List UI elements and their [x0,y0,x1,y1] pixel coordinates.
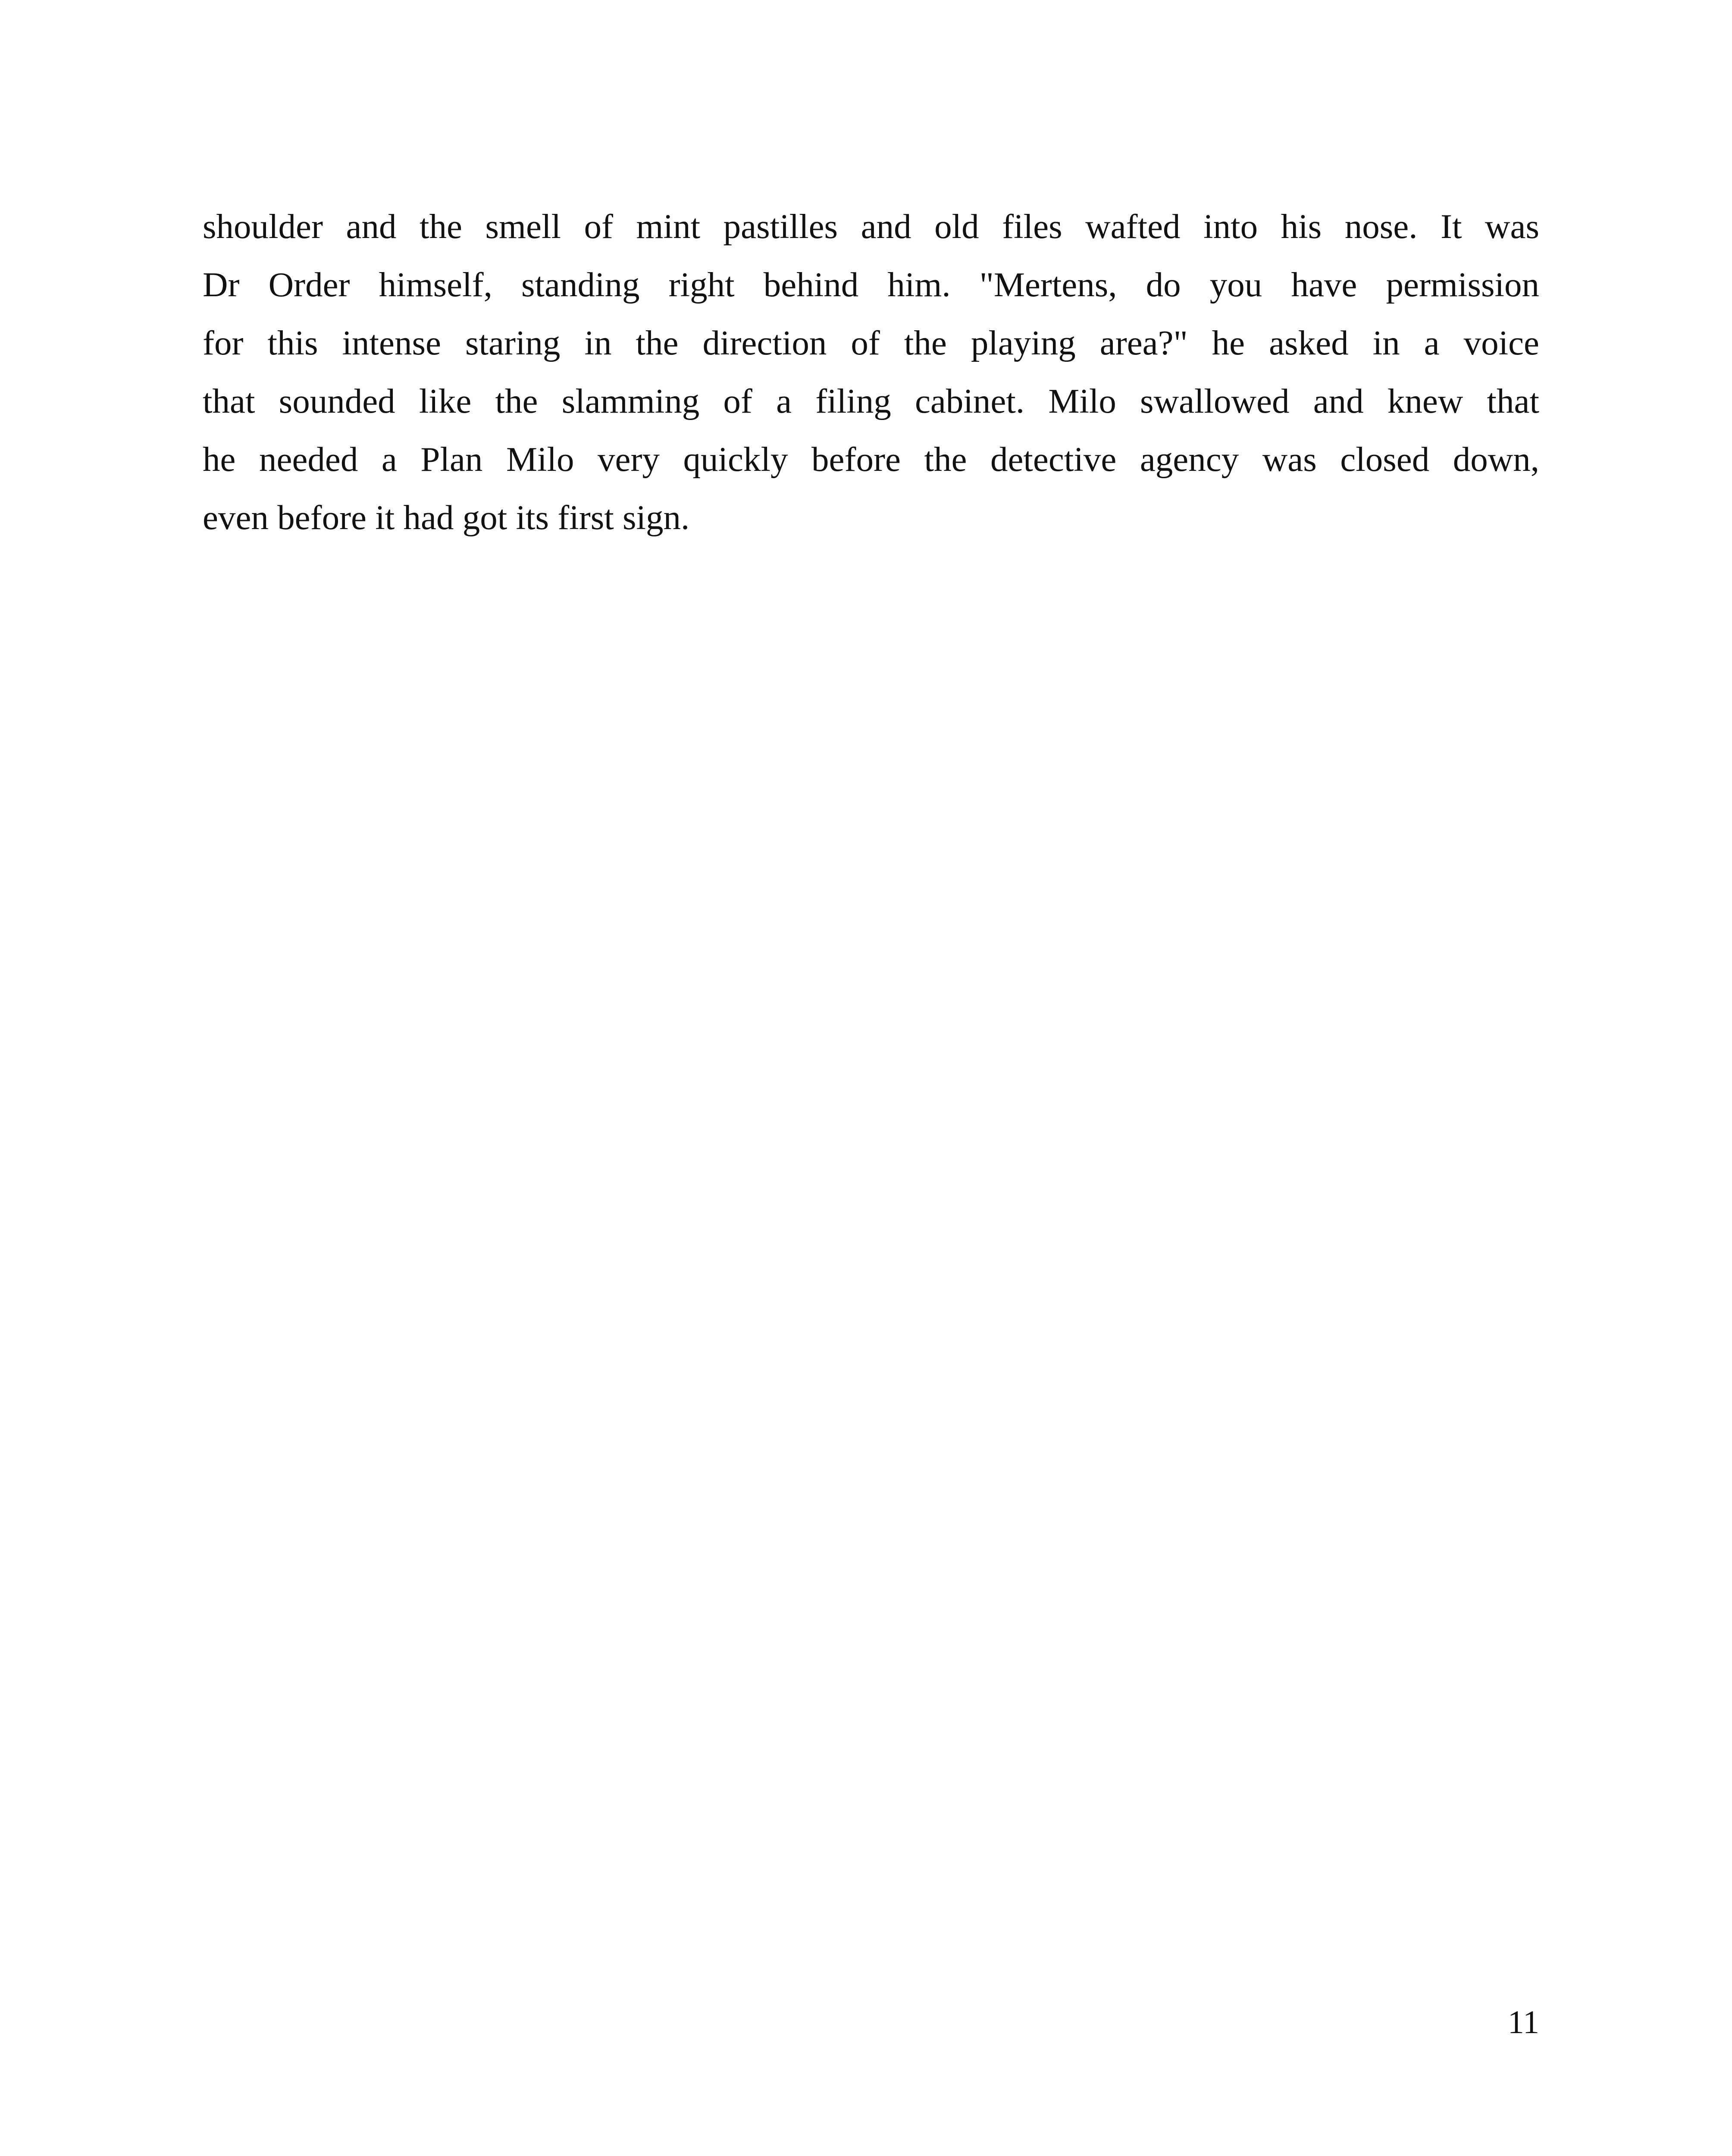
paragraph-line: he needed a Plan Milo very quickly before the detective agency was closed down, [203,440,1539,479]
paragraph-line: shoulder and the smell of mint pastilles and old files wafted into his nose. It was [203,207,1539,246]
paragraph-line: for this intense staring in the direction of the playing area?" he asked in a voice [203,323,1539,362]
paragraph-line: that sounded like the slamming of a filing cabinet. Milo swallowed and knew that [203,382,1539,420]
body-paragraph [203,197,1539,547]
paragraph-line: even before it had got its first sign. [203,498,690,537]
paragraph-line: Dr Order himself, standing right behind him. "Mertens, do you have permission [203,265,1539,304]
page-number: 11 [1507,2004,1539,2040]
